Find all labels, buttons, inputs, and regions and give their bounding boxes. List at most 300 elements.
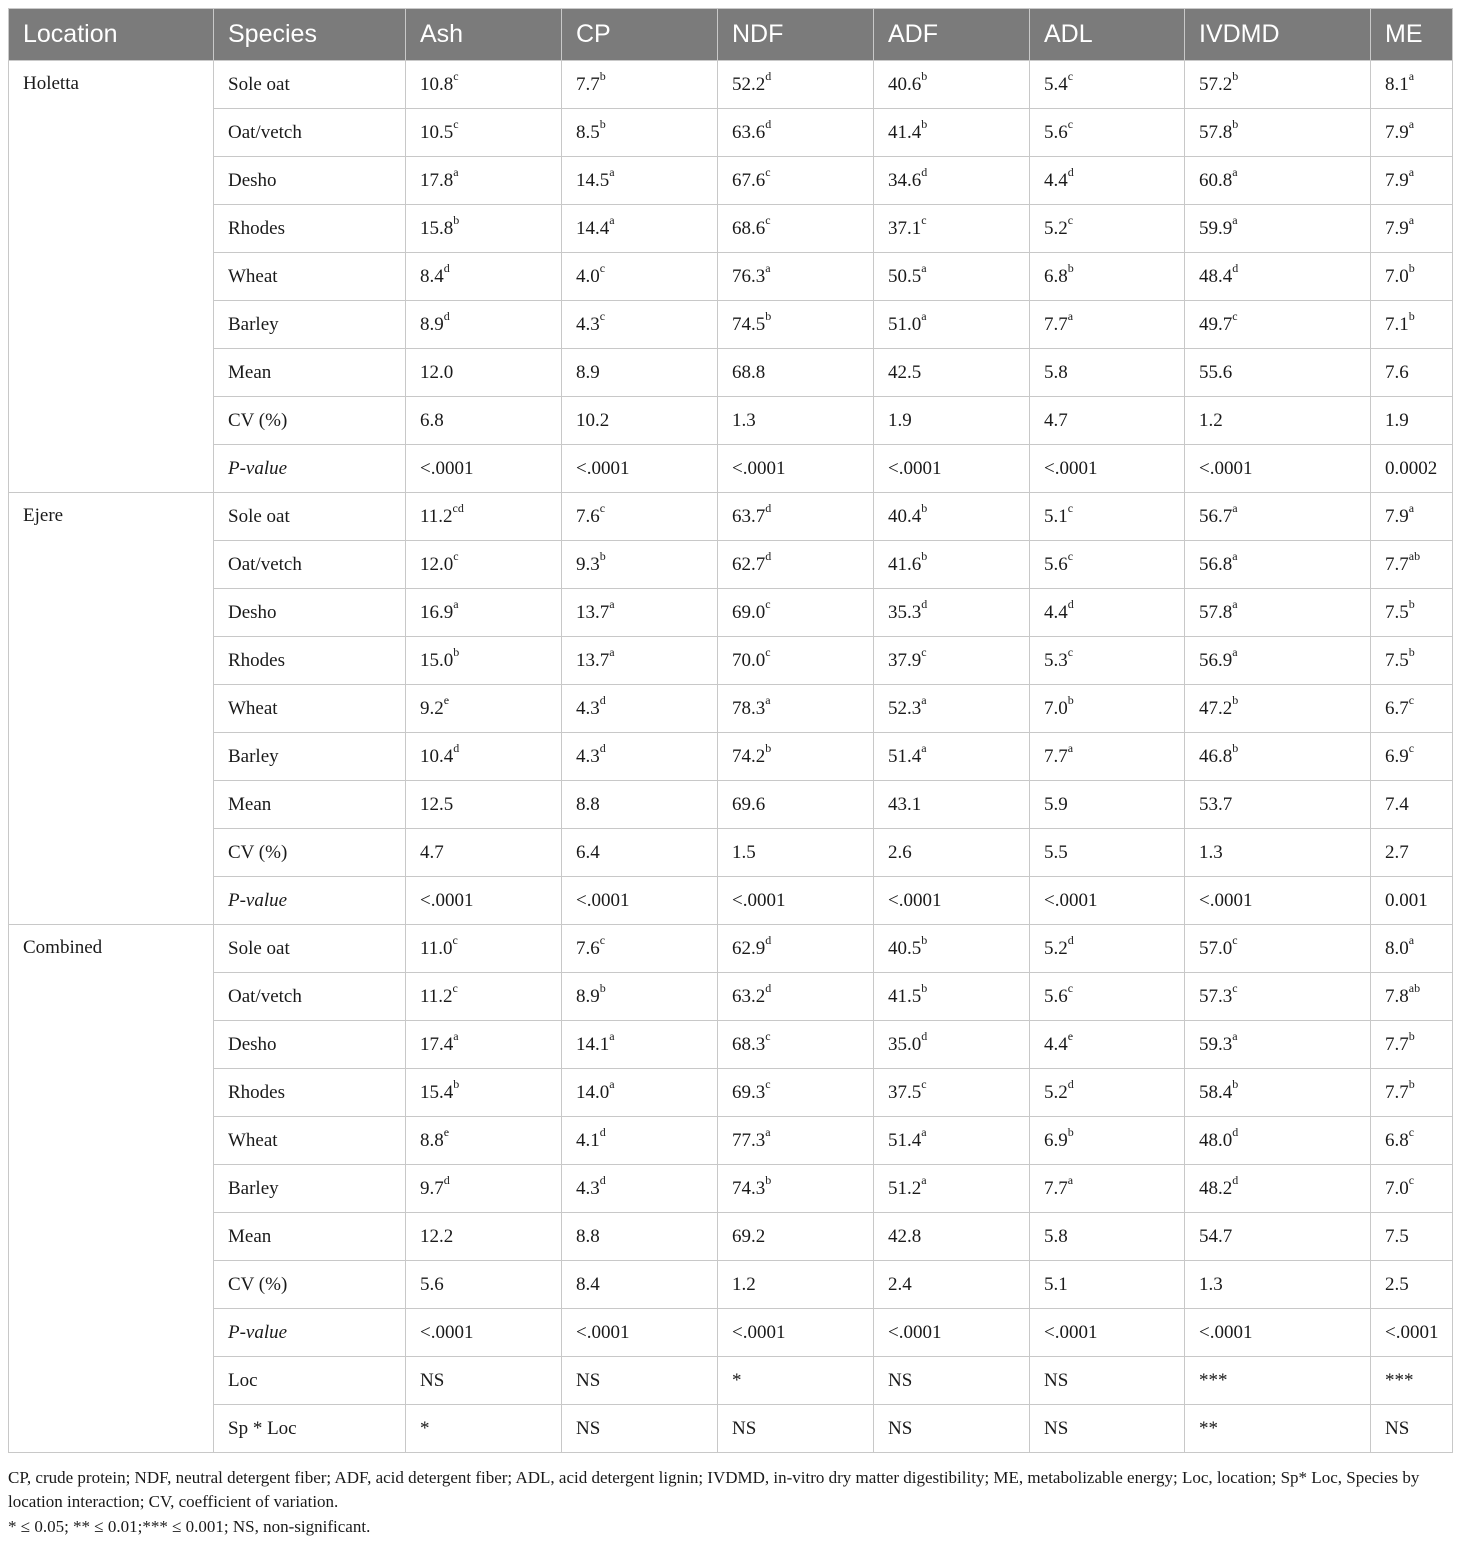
nutrient-composition-table — [8, 8, 1453, 1453]
cell-value: 8.1 — [1385, 73, 1409, 95]
cell-value: 35.0 — [888, 1033, 922, 1055]
value-cell — [718, 1117, 874, 1165]
value-cell — [874, 157, 1030, 205]
significance-letter: d — [443, 1173, 450, 1188]
cell-value: 7.9 — [1385, 169, 1409, 191]
significance-letter: a — [609, 165, 615, 180]
cell-value: * — [732, 1369, 742, 1391]
value-cell — [1371, 877, 1453, 925]
cell-value: NS — [1044, 1369, 1069, 1391]
value-cell — [1185, 1213, 1371, 1261]
value-cell — [874, 589, 1030, 637]
significance-letter: c — [921, 1077, 927, 1092]
value-cell — [406, 1261, 562, 1309]
cell-value: 16.9 — [420, 601, 454, 623]
cell-value: 74.3 — [732, 1177, 766, 1199]
value-cell — [874, 301, 1030, 349]
cell-value: *** — [1385, 1369, 1414, 1391]
value-cell — [718, 61, 874, 109]
table-row — [9, 733, 1453, 781]
cell-value: 1.3 — [1199, 841, 1223, 863]
significance-letter: a — [1408, 213, 1415, 228]
significance-letter: e — [443, 693, 450, 708]
significance-letter: b — [765, 309, 772, 324]
species-cell: Sole oat — [214, 493, 406, 541]
cell-value: 7.0 — [1385, 1177, 1409, 1199]
cell-value: 0.0002 — [1385, 457, 1438, 479]
cell-value: 7.5 — [1385, 601, 1409, 623]
value-cell — [718, 109, 874, 157]
value-cell — [874, 973, 1030, 1021]
value-cell — [1185, 205, 1371, 253]
cell-value: NS — [576, 1417, 601, 1439]
value-cell — [406, 685, 562, 733]
cell-value: 7.9 — [1385, 505, 1409, 527]
cell-value: 10.8 — [420, 73, 454, 95]
value-cell — [1030, 445, 1185, 493]
significance-letter: a — [609, 1029, 615, 1044]
value-cell — [562, 973, 718, 1021]
value-cell — [718, 1261, 874, 1309]
significance-letter: d — [1232, 1125, 1239, 1140]
value-cell — [1030, 541, 1185, 589]
value-cell — [562, 829, 718, 877]
cell-value: 7.6 — [1385, 361, 1409, 383]
value-cell — [562, 205, 718, 253]
cell-value: 5.9 — [1044, 793, 1068, 815]
value-cell — [1185, 445, 1371, 493]
value-cell — [874, 253, 1030, 301]
cell-value: 57.8 — [1199, 601, 1233, 623]
value-cell — [406, 1213, 562, 1261]
significance-letter: d — [765, 549, 772, 564]
significance-letter: d — [765, 69, 772, 84]
cell-value: <.0001 — [1044, 457, 1098, 479]
value-cell — [718, 637, 874, 685]
value-cell — [1030, 253, 1185, 301]
value-cell — [1185, 1117, 1371, 1165]
value-cell — [562, 1021, 718, 1069]
value-cell — [1030, 877, 1185, 925]
significance-letter: d — [921, 597, 928, 612]
value-cell — [562, 925, 718, 973]
cell-value: 74.5 — [732, 313, 766, 335]
significance-letter: a — [1232, 645, 1238, 660]
significance-letter: c — [1067, 501, 1074, 516]
significance-letter: d — [1067, 933, 1074, 948]
significance-letter: b — [921, 117, 928, 132]
value-cell — [562, 541, 718, 589]
location-cell: Combined — [9, 925, 214, 1453]
value-cell — [718, 733, 874, 781]
value-cell — [874, 61, 1030, 109]
cell-value: 69.6 — [732, 793, 766, 815]
value-cell — [874, 685, 1030, 733]
value-cell — [406, 1021, 562, 1069]
column-header-ndf: NDF — [718, 9, 874, 61]
significance-letter: c — [1408, 693, 1415, 708]
value-cell — [1371, 829, 1453, 877]
table-row — [9, 109, 1453, 157]
species-cell: Sole oat — [214, 61, 406, 109]
value-cell — [562, 349, 718, 397]
value-cell — [718, 301, 874, 349]
species-cell: Barley — [214, 301, 406, 349]
location-cell: Ejere — [9, 493, 214, 925]
cell-value: 5.8 — [1044, 361, 1068, 383]
cell-value: 8.8 — [576, 793, 600, 815]
table-row — [9, 493, 1453, 541]
cell-value: 54.7 — [1199, 1225, 1233, 1247]
species-cell: Oat/vetch — [214, 109, 406, 157]
value-cell — [718, 1309, 874, 1357]
value-cell — [562, 781, 718, 829]
column-header-location: Location — [9, 9, 214, 61]
cell-value: 51.0 — [888, 313, 922, 335]
value-cell — [874, 877, 1030, 925]
cell-value: 11.2 — [420, 505, 453, 527]
species-cell: Rhodes — [214, 205, 406, 253]
value-cell — [406, 1405, 562, 1453]
significance-letter: d — [443, 309, 450, 324]
significance-letter: c — [1067, 117, 1074, 132]
significance-letter: b — [599, 69, 606, 84]
value-cell — [1030, 1309, 1185, 1357]
value-cell — [562, 733, 718, 781]
column-header-ivdmd: IVDMD — [1185, 9, 1371, 61]
cell-value: 35.3 — [888, 601, 922, 623]
significance-letter: b — [921, 981, 928, 996]
cell-value: *** — [1199, 1369, 1228, 1391]
table-row — [9, 157, 1453, 205]
cell-value: 8.9 — [420, 313, 444, 335]
significance-letter: d — [599, 1173, 606, 1188]
significance-letter: c — [599, 261, 606, 276]
column-header-cp: CP — [562, 9, 718, 61]
cell-value: 17.8 — [420, 169, 454, 191]
value-cell — [1185, 61, 1371, 109]
value-cell — [562, 397, 718, 445]
cell-value: 37.9 — [888, 649, 922, 671]
significance-letter: b — [765, 1173, 772, 1188]
value-cell — [406, 157, 562, 205]
value-cell — [718, 781, 874, 829]
cell-value: 59.3 — [1199, 1033, 1233, 1055]
cell-value: 5.1 — [1044, 1273, 1068, 1295]
value-cell — [718, 1357, 874, 1405]
value-cell — [874, 1213, 1030, 1261]
species-cell: Loc — [214, 1357, 406, 1405]
value-cell — [1030, 301, 1185, 349]
significance-letter: b — [599, 981, 606, 996]
table-row — [9, 925, 1453, 973]
significance-letter: a — [1067, 1173, 1074, 1188]
cell-value: 4.7 — [420, 841, 444, 863]
value-cell — [562, 493, 718, 541]
significance-letter: d — [1067, 597, 1074, 612]
significance-letter: d — [599, 1125, 606, 1140]
significance-letter: c — [453, 69, 459, 84]
cell-value: 4.4 — [1044, 601, 1068, 623]
species-cell: Desho — [214, 589, 406, 637]
table-row — [9, 1405, 1453, 1453]
value-cell — [1030, 1069, 1185, 1117]
significance-letter: a — [609, 597, 615, 612]
value-cell — [1371, 541, 1453, 589]
significance-letter: c — [452, 981, 458, 996]
significance-letter: a — [453, 165, 459, 180]
cell-value: 0.001 — [1385, 889, 1428, 911]
cell-value: 7.7 — [1044, 745, 1068, 767]
table-row — [9, 1261, 1453, 1309]
significance-letter: a — [921, 741, 927, 756]
table-row — [9, 541, 1453, 589]
cell-value: 5.3 — [1044, 649, 1068, 671]
value-cell — [1030, 61, 1185, 109]
significance-letter: c — [921, 645, 927, 660]
cell-value: <.0001 — [1044, 889, 1098, 911]
table-row — [9, 349, 1453, 397]
cell-value: 2.6 — [888, 841, 912, 863]
value-cell — [562, 445, 718, 493]
cell-value: 10.5 — [420, 121, 454, 143]
cell-value: 7.9 — [1385, 217, 1409, 239]
value-cell — [718, 1213, 874, 1261]
value-cell — [1371, 301, 1453, 349]
value-cell — [874, 205, 1030, 253]
value-cell — [1371, 733, 1453, 781]
cell-value: 1.2 — [732, 1273, 756, 1295]
significance-letter: c — [1408, 1125, 1415, 1140]
cell-value: 1.3 — [1199, 1273, 1223, 1295]
significance-letter: d — [453, 741, 460, 756]
cell-value: 48.4 — [1199, 265, 1233, 287]
cell-value: 67.6 — [732, 169, 766, 191]
value-cell — [1185, 397, 1371, 445]
cell-value: 8.5 — [576, 121, 600, 143]
cell-value: 14.1 — [576, 1033, 610, 1055]
significance-letter: a — [765, 261, 771, 276]
significance-letter: b — [453, 1077, 460, 1092]
cell-value: 7.9 — [1385, 121, 1409, 143]
cell-value: 4.3 — [576, 1177, 600, 1199]
cell-value: 9.2 — [420, 697, 444, 719]
cell-value: 7.5 — [1385, 649, 1409, 671]
value-cell — [562, 877, 718, 925]
cell-value: 40.6 — [888, 73, 922, 95]
cell-value: 1.9 — [888, 409, 912, 431]
value-cell — [1030, 1261, 1185, 1309]
cell-value: 5.2 — [1044, 217, 1068, 239]
cell-value: 62.9 — [732, 937, 766, 959]
species-cell: CV (%) — [214, 829, 406, 877]
cell-value: 74.2 — [732, 745, 766, 767]
value-cell — [406, 349, 562, 397]
value-cell — [718, 1405, 874, 1453]
cell-value: 40.5 — [888, 937, 922, 959]
cell-value: 4.7 — [1044, 409, 1068, 431]
value-cell — [874, 781, 1030, 829]
value-cell — [1185, 781, 1371, 829]
cell-value: 41.6 — [888, 553, 922, 575]
value-cell — [1185, 1357, 1371, 1405]
significance-letter: ab — [1408, 981, 1421, 996]
cell-value: 12.2 — [420, 1225, 454, 1247]
significance-letter: b — [1408, 309, 1415, 324]
significance-letter: c — [765, 165, 771, 180]
value-cell — [1030, 733, 1185, 781]
cell-value: 4.1 — [576, 1129, 600, 1151]
significance-letter: d — [765, 117, 772, 132]
table-row — [9, 637, 1453, 685]
table-row — [9, 205, 1453, 253]
significance-letter: b — [1232, 1077, 1239, 1092]
value-cell — [874, 397, 1030, 445]
cell-value: 68.3 — [732, 1033, 766, 1055]
cell-value: 17.4 — [420, 1033, 454, 1055]
value-cell — [406, 1309, 562, 1357]
value-cell — [406, 973, 562, 1021]
significance-letter: d — [1232, 261, 1239, 276]
significance-letter: b — [1232, 117, 1239, 132]
cell-value: 43.1 — [888, 793, 922, 815]
value-cell — [406, 1357, 562, 1405]
value-cell — [562, 253, 718, 301]
cell-value: 69.0 — [732, 601, 766, 623]
value-cell — [874, 1309, 1030, 1357]
value-cell — [718, 1069, 874, 1117]
significance-letter: c — [765, 645, 771, 660]
cell-value: 68.8 — [732, 361, 766, 383]
cell-value: <.0001 — [1199, 889, 1253, 911]
cell-value: 56.9 — [1199, 649, 1233, 671]
value-cell — [1185, 637, 1371, 685]
significance-letter: b — [921, 549, 928, 564]
cell-value: 12.0 — [420, 361, 454, 383]
species-cell: Sp * Loc — [214, 1405, 406, 1453]
value-cell — [406, 109, 562, 157]
value-cell — [1371, 925, 1453, 973]
value-cell — [1371, 1357, 1453, 1405]
significance-letter: d — [443, 261, 450, 276]
cell-value: 7.4 — [1385, 793, 1409, 815]
cell-value: 57.8 — [1199, 121, 1233, 143]
cell-value: 2.4 — [888, 1273, 912, 1295]
species-cell: Wheat — [214, 253, 406, 301]
value-cell — [874, 1069, 1030, 1117]
value-cell — [1030, 157, 1185, 205]
header-row — [9, 9, 1453, 61]
cell-value: NS — [1044, 1417, 1069, 1439]
significance-letter: d — [1067, 1077, 1074, 1092]
cell-value: 7.6 — [576, 937, 600, 959]
significance-letter: c — [453, 549, 459, 564]
cell-value: <.0001 — [732, 457, 786, 479]
significance-letter: b — [1232, 69, 1239, 84]
value-cell — [1185, 349, 1371, 397]
value-cell — [874, 637, 1030, 685]
table-row — [9, 397, 1453, 445]
cell-value: 10.2 — [576, 409, 610, 431]
cell-value: 8.4 — [576, 1273, 600, 1295]
significance-letter: e — [1067, 1029, 1074, 1044]
value-cell — [1371, 253, 1453, 301]
species-cell: Barley — [214, 733, 406, 781]
cell-value: 13.7 — [576, 649, 610, 671]
cell-value: ** — [1199, 1417, 1218, 1439]
value-cell — [406, 301, 562, 349]
cell-value: 5.6 — [1044, 121, 1068, 143]
table-row — [9, 1165, 1453, 1213]
cell-value: <.0001 — [732, 1321, 786, 1343]
cell-value: 47.2 — [1199, 697, 1233, 719]
value-cell — [1030, 1165, 1185, 1213]
significance-letter: c — [1232, 309, 1238, 324]
significance-letter: d — [921, 165, 928, 180]
cell-value: NS — [420, 1369, 445, 1391]
value-cell — [874, 829, 1030, 877]
value-cell — [1030, 397, 1185, 445]
value-cell — [718, 1021, 874, 1069]
cell-value: NS — [1385, 1417, 1410, 1439]
cell-value: 6.9 — [1385, 745, 1409, 767]
significance-letter: c — [599, 933, 606, 948]
cell-value: 7.7 — [1385, 1081, 1409, 1103]
value-cell — [562, 1165, 718, 1213]
cell-value: 12.5 — [420, 793, 454, 815]
value-cell — [562, 61, 718, 109]
cell-value: 5.2 — [1044, 937, 1068, 959]
table-row — [9, 973, 1453, 1021]
cell-value: 7.7 — [1044, 1177, 1068, 1199]
cell-value: 37.5 — [888, 1081, 922, 1103]
cell-value: 60.8 — [1199, 169, 1233, 191]
value-cell — [1185, 1069, 1371, 1117]
table-row — [9, 253, 1453, 301]
table-row — [9, 1213, 1453, 1261]
significance-letter: a — [1232, 213, 1238, 228]
cell-value: 8.9 — [576, 985, 600, 1007]
value-cell — [874, 1165, 1030, 1213]
cell-value: <.0001 — [420, 457, 474, 479]
significance-letter: e — [443, 1125, 450, 1140]
value-cell — [874, 1117, 1030, 1165]
cell-value: 14.4 — [576, 217, 610, 239]
significance-letter: b — [1067, 693, 1074, 708]
significance-letter: d — [765, 501, 772, 516]
species-cell: Rhodes — [214, 1069, 406, 1117]
cell-value: 51.4 — [888, 745, 922, 767]
cell-value: 14.0 — [576, 1081, 610, 1103]
cell-value: 7.7 — [1385, 1033, 1409, 1055]
significance-letter: a — [1232, 597, 1238, 612]
cell-value: 15.4 — [420, 1081, 454, 1103]
species-cell: Mean — [214, 1213, 406, 1261]
species-cell: Wheat — [214, 1117, 406, 1165]
table-row — [9, 61, 1453, 109]
value-cell — [718, 349, 874, 397]
cell-value: 48.0 — [1199, 1129, 1233, 1151]
cell-value: 6.8 — [1044, 265, 1068, 287]
cell-value: 4.4 — [1044, 169, 1068, 191]
value-cell — [874, 1357, 1030, 1405]
value-cell — [1030, 205, 1185, 253]
cell-value: 12.0 — [420, 553, 454, 575]
significance-letter: a — [1232, 1029, 1238, 1044]
value-cell — [1371, 1069, 1453, 1117]
cell-value: <.0001 — [1199, 1321, 1253, 1343]
cell-value: 50.5 — [888, 265, 922, 287]
